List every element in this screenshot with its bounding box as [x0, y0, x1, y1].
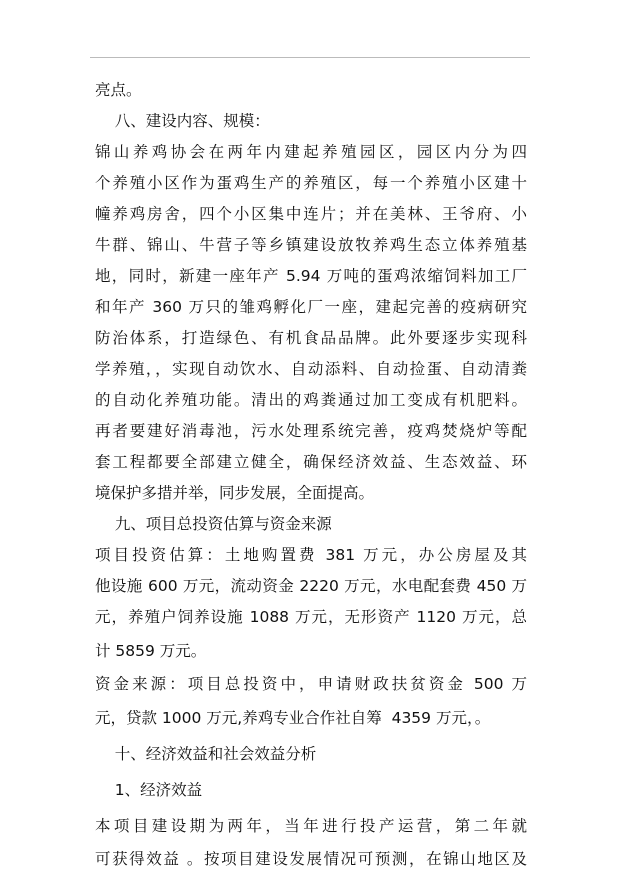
text-line: 本项目建设期为两年，当年进行投产运营，第二年就: [95, 817, 527, 835]
text-line: 个养殖小区作为蛋鸡生产的养殖区，每一个养殖小区建十: [95, 174, 527, 192]
text-line: 的自动化养殖功能。清出的鸡粪通过加工变成有机肥料。: [95, 391, 527, 409]
text-line: 他设施 600 万元，流动资金 2220 万元，水电配套费 450 万: [95, 577, 527, 595]
subsection-heading: 1、经济效益: [95, 781, 203, 799]
section-heading-9: 九、项目总投资估算与资金来源: [95, 515, 332, 533]
section-heading-8: 八、建设内容、规模：: [95, 112, 270, 130]
text-line: 锦山养鸡协会在两年内建起养殖园区，园区内分为四: [95, 143, 527, 161]
text-line: 亮点。: [95, 81, 142, 99]
text-line: 元，养殖户饲养设施 1088 万元，无形资产 1120 万元，总: [95, 608, 527, 626]
text-line: 资金来源：项目总投资中，申请财政扶贫资金 500 万: [95, 675, 527, 693]
text-line: 项目投资估算：土地购置费 381 万元，办公房屋及其: [95, 546, 527, 564]
text-line: 元，贷款 1000 万元,养鸡专业合作社自筹 4359 万元，。: [95, 709, 491, 727]
text-line: 套工程都要全部建立健全，确保经济效益、生态效益、环: [95, 453, 527, 471]
document-body: [95, 75, 527, 875]
text-line: 和年产 360 万只的雏鸡孵化厂一座，建起完善的疫病研究: [95, 298, 527, 316]
header-rule: [90, 57, 530, 58]
text-line: 学养殖，，实现自动饮水、自动添料、自动捡蛋、自动清粪: [95, 360, 527, 378]
text-line: 地，同时，新建一座年产 5.94 万吨的蛋鸡浓缩饲料加工厂: [95, 267, 527, 285]
text-line: 可获得效益 。按项目建设发展情况可预测，在锦山地区及: [95, 850, 527, 868]
text-line: 幢养鸡房舍，四个小区集中连片；并在美林、王爷府、小: [95, 205, 527, 223]
text-line: 境保护多措并举，同步发展，全面提高。: [95, 484, 375, 502]
section-heading-10: 十、经济效益和社会效益分析: [95, 745, 317, 763]
text-line: 计 5859 万元。: [95, 642, 207, 660]
text-line: 牛群、锦山、牛营子等乡镇建设放牧养鸡生态立体养殖基: [95, 236, 527, 254]
text-line: 防治体系，打造绿色、有机食品品牌。此外要逐步实现科: [95, 329, 527, 347]
text-line: 再者要建好消毒池，污水处理系统完善，疫鸡焚烧炉等配: [95, 422, 527, 440]
